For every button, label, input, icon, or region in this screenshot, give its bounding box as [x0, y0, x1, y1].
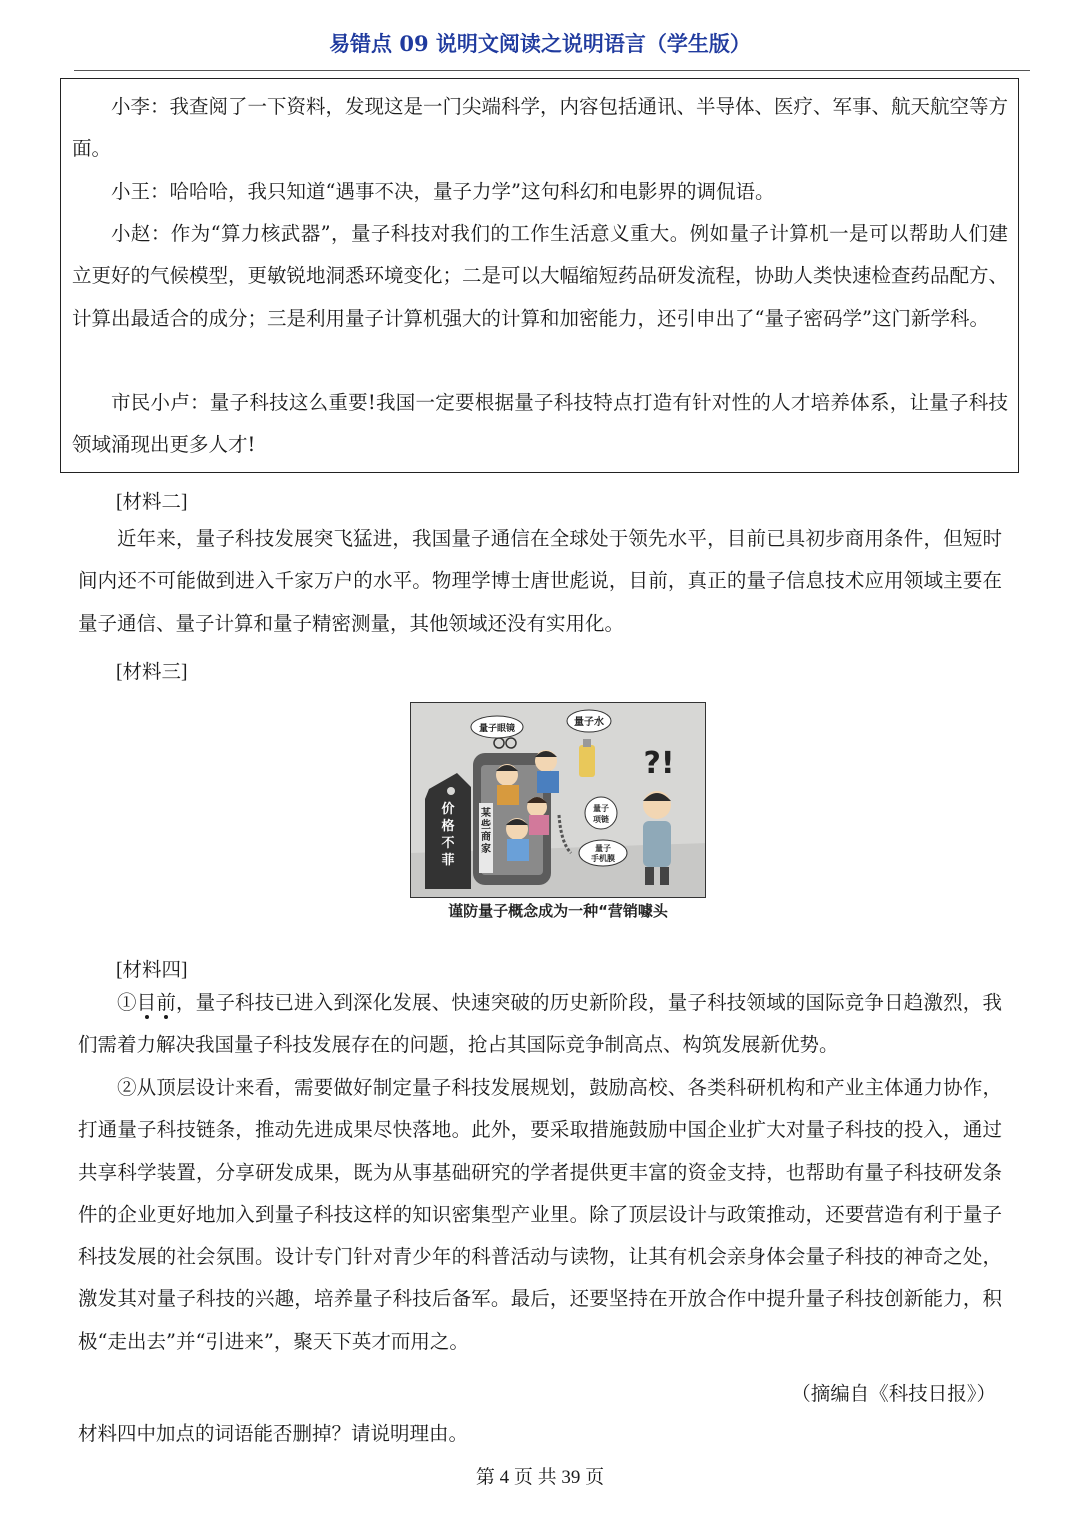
cartoon-image — [410, 702, 706, 898]
dialogue-xiaozhao: 小赵：作为“算力核武器”，量子科技对我们的工作生活意义重大。例如量子计算机一是可以帮助人们建立更好的气候模型，更敏锐地洞悉环境变化；二是可以大幅缩短药品研发流程，协助人类快速检查药品配方、计算出最适合的成分；三是利用量子计算机强大的计算和加密能力，还引申出了“量子密码学”这门新学科。 — [72, 222, 1009, 330]
dotted-word — [137, 991, 176, 1014]
svg-text:不: 不 — [441, 836, 455, 851]
dialogue-xiaolu: 市民小卢：量子科技这么重要!我国一定要根据量子科技特点打造有针对性的人才培养体系，让量子科技领域涌现出更多人才! — [72, 391, 1008, 457]
material-3-label: [材料三] — [116, 662, 188, 683]
bottle-shape — [579, 745, 595, 777]
dialogue-xiaowang: 小王：哈哈哈，我只知道“遇事不决，量子力学”这句科幻和电影界的调侃语。 — [111, 180, 775, 203]
svg-text:项链: 项链 — [593, 815, 609, 824]
emphasis-dot-char: 目 — [136, 991, 157, 1014]
bubble-glasses-text: 量子眼镜 — [478, 724, 516, 734]
material-2-label: [材料二] — [116, 492, 188, 513]
svg-text:菲: 菲 — [441, 853, 455, 868]
page-header-title: 易错点 09 说明文阅读之说明语言（学生版） — [329, 31, 751, 56]
para-marker: ① — [117, 991, 137, 1014]
svg-text:手机膜: 手机膜 — [591, 854, 615, 863]
svg-text:些: 些 — [481, 820, 491, 831]
svg-text:量子: 量子 — [595, 844, 611, 853]
material-2-text: 近年来，量子科技发展突飞猛进，我国量子通信在全球处于领先水平，目前已具初步商用条件，但短时间内还不可能做到进入千家万户的水平。物理学博士唐世彪说，目前，真正的量子信息技术应用领域主要在量子通信、量子计算和量子精密测量，其他领域还没有实用化。 — [78, 527, 1002, 635]
emphasis-dot-char: 前 — [156, 991, 177, 1014]
dialogue-xiaoli: 小李：我查阅了一下资料，发现这是一门尖端科学，内容包括通讯、半导体、医疗、军事、航天航空等方面。 — [72, 95, 1009, 161]
question-exclaim-mark: ?! — [643, 746, 675, 781]
svg-text:价: 价 — [441, 802, 455, 817]
material-4-para-1 — [78, 982, 1002, 1067]
svg-text:格: 格 — [441, 819, 455, 834]
svg-text:某: 某 — [481, 808, 491, 819]
svg-text:量子: 量子 — [593, 804, 609, 813]
material-4-label: [材料四] — [116, 960, 188, 981]
header-divider — [74, 70, 1030, 71]
svg-text:家: 家 — [481, 844, 491, 855]
page-footer: 第 4 页 共 39 页 — [475, 1467, 605, 1488]
source-citation: （摘编自《科技日报》） — [791, 1382, 996, 1405]
material-4-para-2: ②从顶层设计来看，需要做好制定量子科技发展规划，鼓励高校、各类科研机构和产业主体通力协作，打通量子科技链条，推动先进成果尽快落地。此外，要采取措施鼓励中国企业扩大对量子科技的投入，通过共享科学装置，分享研发成果，既为从事基础研究的学者提供更丰富的资金支持，也帮助有量子科技研发条件的企业更好地加入到量子科技这样的知识密集型产业里。除了顶层设计与政策推动，还要营造有利于量子科技发展的社会氛围。设计专门针对青少年的科普活动与读物，让其有机会亲身体会量子科技的神奇之处，激发其对量子科技的兴趣，培养量子科技后备军。最后，还要坚持在开放合作中提升量子科技创新能力，积极“走出去”并“引进来”，聚天下英才而用之。 — [78, 1076, 1002, 1353]
question-text: 材料四中加点的词语能否删掉？请说明理由。 — [78, 1422, 469, 1445]
bubble-water-text: 量子水 — [574, 717, 604, 728]
para-1-rest: ，量子科技已进入到深化发展、快速突破的历史新阶段，量子科技领域的国际竞争日趋激烈，我们需着力解决我国量子科技发展存在的问题，抢占其国际竞争制高点、构筑发展新优势。 — [78, 991, 1002, 1057]
svg-text:商: 商 — [481, 832, 491, 843]
cartoon-caption: 谨防量子概念成为一种“营销噱头 — [448, 902, 668, 920]
cartoon-illustration — [411, 703, 706, 898]
